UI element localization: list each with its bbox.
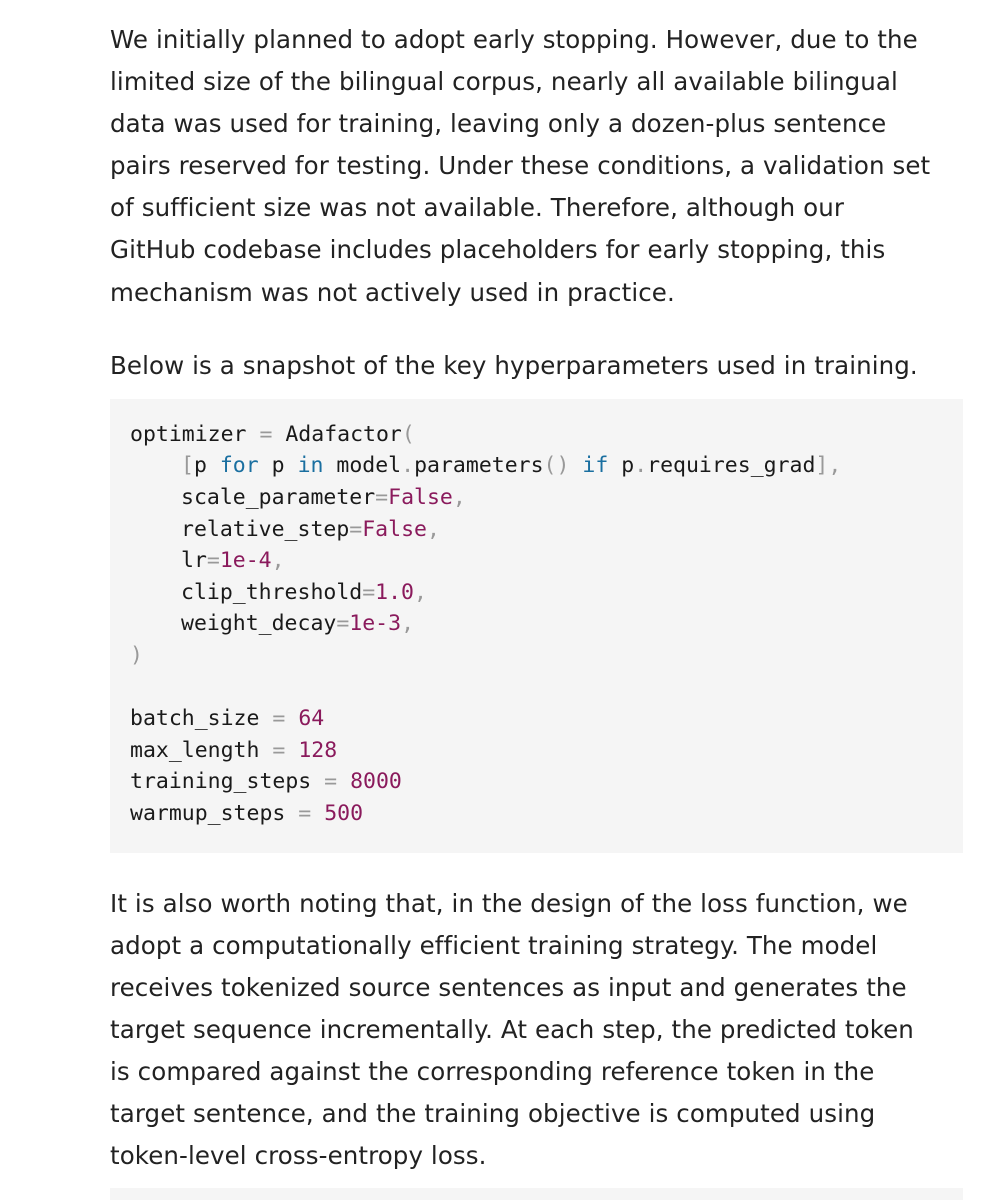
text-line: It is also worth noting that, in the design of the loss function, we: [110, 888, 908, 918]
code-line: weight_decay=1e-3,: [181, 611, 415, 637]
code-line: lr=1e-4,: [181, 548, 285, 574]
text-line: GitHub codebase includes placeholders for early stopping, this: [110, 235, 886, 265]
code-line: clip_threshold=1.0,: [181, 579, 427, 605]
code-line: ): [130, 642, 143, 668]
paragraph-early-stopping: [110, 19, 963, 314]
text-line: limited size of the bilingual corpus, nearly all available bilingual: [110, 67, 898, 97]
text-line: target sequence incrementally. At each step, the predicted token: [110, 1015, 914, 1045]
code-line: max_length = 128: [130, 737, 338, 763]
code-line: scale_parameter=False,: [181, 484, 466, 510]
code-line: relative_step=False,: [181, 516, 440, 542]
article-body: [110, 19, 963, 1177]
text-line: target sentence, and the training objective is computed using: [110, 1099, 876, 1129]
code-line: batch_size = 64: [130, 706, 325, 732]
code-line: [p for p in model.parameters() if p.requires_grad],: [181, 453, 842, 479]
text-line: is compared against the corresponding reference token in the: [110, 1057, 875, 1087]
text-line: data was used for training, leaving only a dozen-plus sentence: [110, 109, 887, 139]
text-line: token-level cross-entropy loss.: [110, 1141, 487, 1171]
text-line: of sufficient size was not available. Therefore, although our: [110, 193, 844, 223]
code-line: warmup_steps = 500: [130, 800, 364, 826]
text-line: mechanism was not actively used in practice.: [110, 277, 675, 307]
code-block[interactable]: [110, 399, 963, 853]
next-code-block-edge: [110, 1188, 963, 1200]
text-line: pairs reserved for testing. Under these conditions, a validation set: [110, 151, 931, 181]
text-line: Below is a snapshot of the key hyperparameters used in training.: [110, 350, 918, 380]
code-line: optimizer = Adafactor(: [130, 421, 415, 447]
text-line: We initially planned to adopt early stopping. However, due to the: [110, 25, 918, 54]
paragraph-loss-function: [110, 883, 963, 1178]
code-line: training_steps = 8000: [130, 769, 402, 795]
text-line: receives tokenized source sentences as input and generates the: [110, 972, 907, 1002]
paragraph-hyperparameters-intro: [110, 345, 963, 387]
text-line: adopt a computationally efficient training strategy. The model: [110, 930, 878, 960]
